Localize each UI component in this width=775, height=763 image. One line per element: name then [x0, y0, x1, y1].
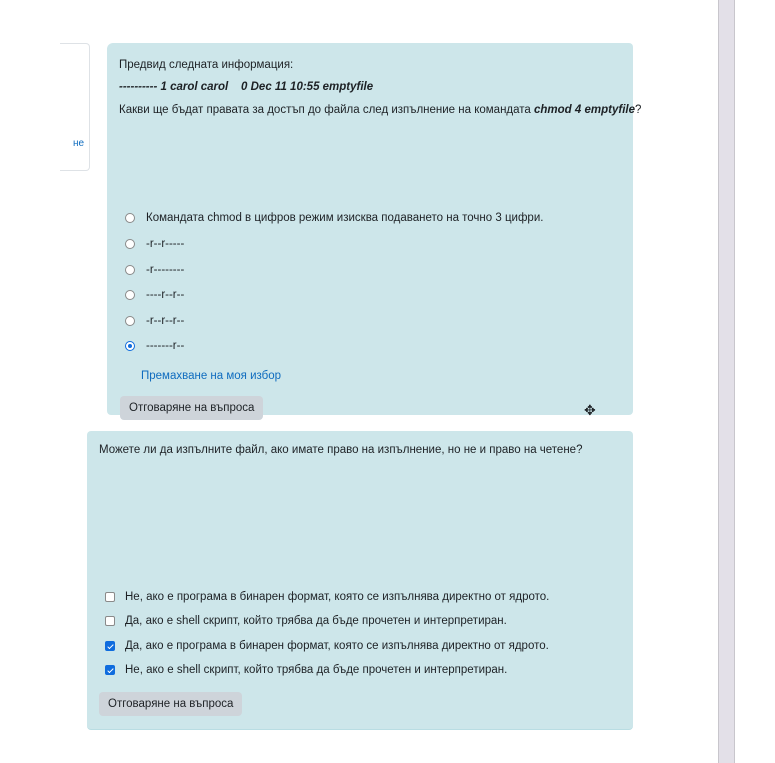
option-label: -------r--: [146, 340, 185, 352]
checkbox[interactable]: [105, 616, 115, 626]
radio-button[interactable]: [125, 265, 135, 275]
submit-answer-button-2[interactable]: Отговаряне на въпроса: [99, 692, 242, 716]
radio-button[interactable]: [125, 213, 135, 223]
question-1-prompt: [119, 104, 641, 116]
option-label: Да, ако е shell скрипт, който трябва да бъде прочетен и интерпретиран.: [125, 615, 507, 627]
checkbox-checked[interactable]: [105, 641, 115, 651]
radio-option-5[interactable]: [125, 315, 184, 327]
radio-button[interactable]: [125, 290, 135, 300]
checkbox-option-2[interactable]: [105, 615, 507, 627]
question-1-intro: Предвид следната информация:: [119, 59, 294, 71]
radio-option-4[interactable]: [125, 289, 184, 301]
checkbox-option-3[interactable]: [105, 640, 549, 652]
prompt-command: chmod 4 emptyfile: [534, 104, 635, 116]
checkbox-option-1[interactable]: [105, 591, 549, 603]
clear-choice-link[interactable]: Премахване на моя избор: [141, 370, 282, 382]
option-label: Не, ако е shell скрипт, който трябва да бъде прочетен и интерпретиран.: [125, 664, 508, 676]
option-label: Да, ако е програма в бинарен формат, която се изпълнява директно от ядрото.: [125, 640, 549, 652]
checkbox-checked[interactable]: [105, 665, 115, 675]
option-label: -r--r--r--: [146, 315, 185, 327]
checkbox-option-4[interactable]: [105, 664, 507, 676]
option-label: ----r--r--: [146, 289, 185, 301]
option-label: Не, ако е програма в бинарен формат, която се изпълнява директно от ядрото.: [125, 591, 550, 603]
question-1-listing: ---------- 1 carol carol 0 Dec 11 10:55 emptyfile: [119, 81, 374, 93]
side-card: [60, 43, 90, 171]
submit-answer-button-1[interactable]: Отговаряне на въпроса: [120, 396, 263, 420]
radio-option-1[interactable]: [125, 212, 543, 224]
radio-button[interactable]: [125, 239, 135, 249]
radio-option-3[interactable]: [125, 264, 184, 276]
prompt-end: ?: [634, 104, 642, 116]
option-label: -r--------: [146, 264, 185, 276]
radio-button[interactable]: [125, 316, 135, 326]
move-cursor-icon: ✥: [584, 402, 596, 418]
radio-button-selected[interactable]: [125, 341, 135, 351]
radio-option-6[interactable]: [125, 340, 184, 352]
option-label: Командата chmod в цифров режим изисква подаването на точно 3 цифри.: [146, 212, 544, 224]
checkbox[interactable]: [105, 592, 115, 602]
option-label: -r--r-----: [146, 238, 185, 250]
prompt-text: Какви ще бъдат правата за достъп до файла след изпълнение на командата: [119, 104, 535, 116]
question-1-panel: [107, 43, 642, 415]
scrollbar[interactable]: [718, 0, 735, 763]
radio-option-2[interactable]: [125, 238, 184, 250]
side-card-link[interactable]: не: [73, 138, 85, 149]
question-2-panel: [87, 431, 633, 730]
question-2-prompt: Можете ли да изпълните файл, ако имате право на изпълнение, но не и право на четене?: [99, 444, 583, 456]
